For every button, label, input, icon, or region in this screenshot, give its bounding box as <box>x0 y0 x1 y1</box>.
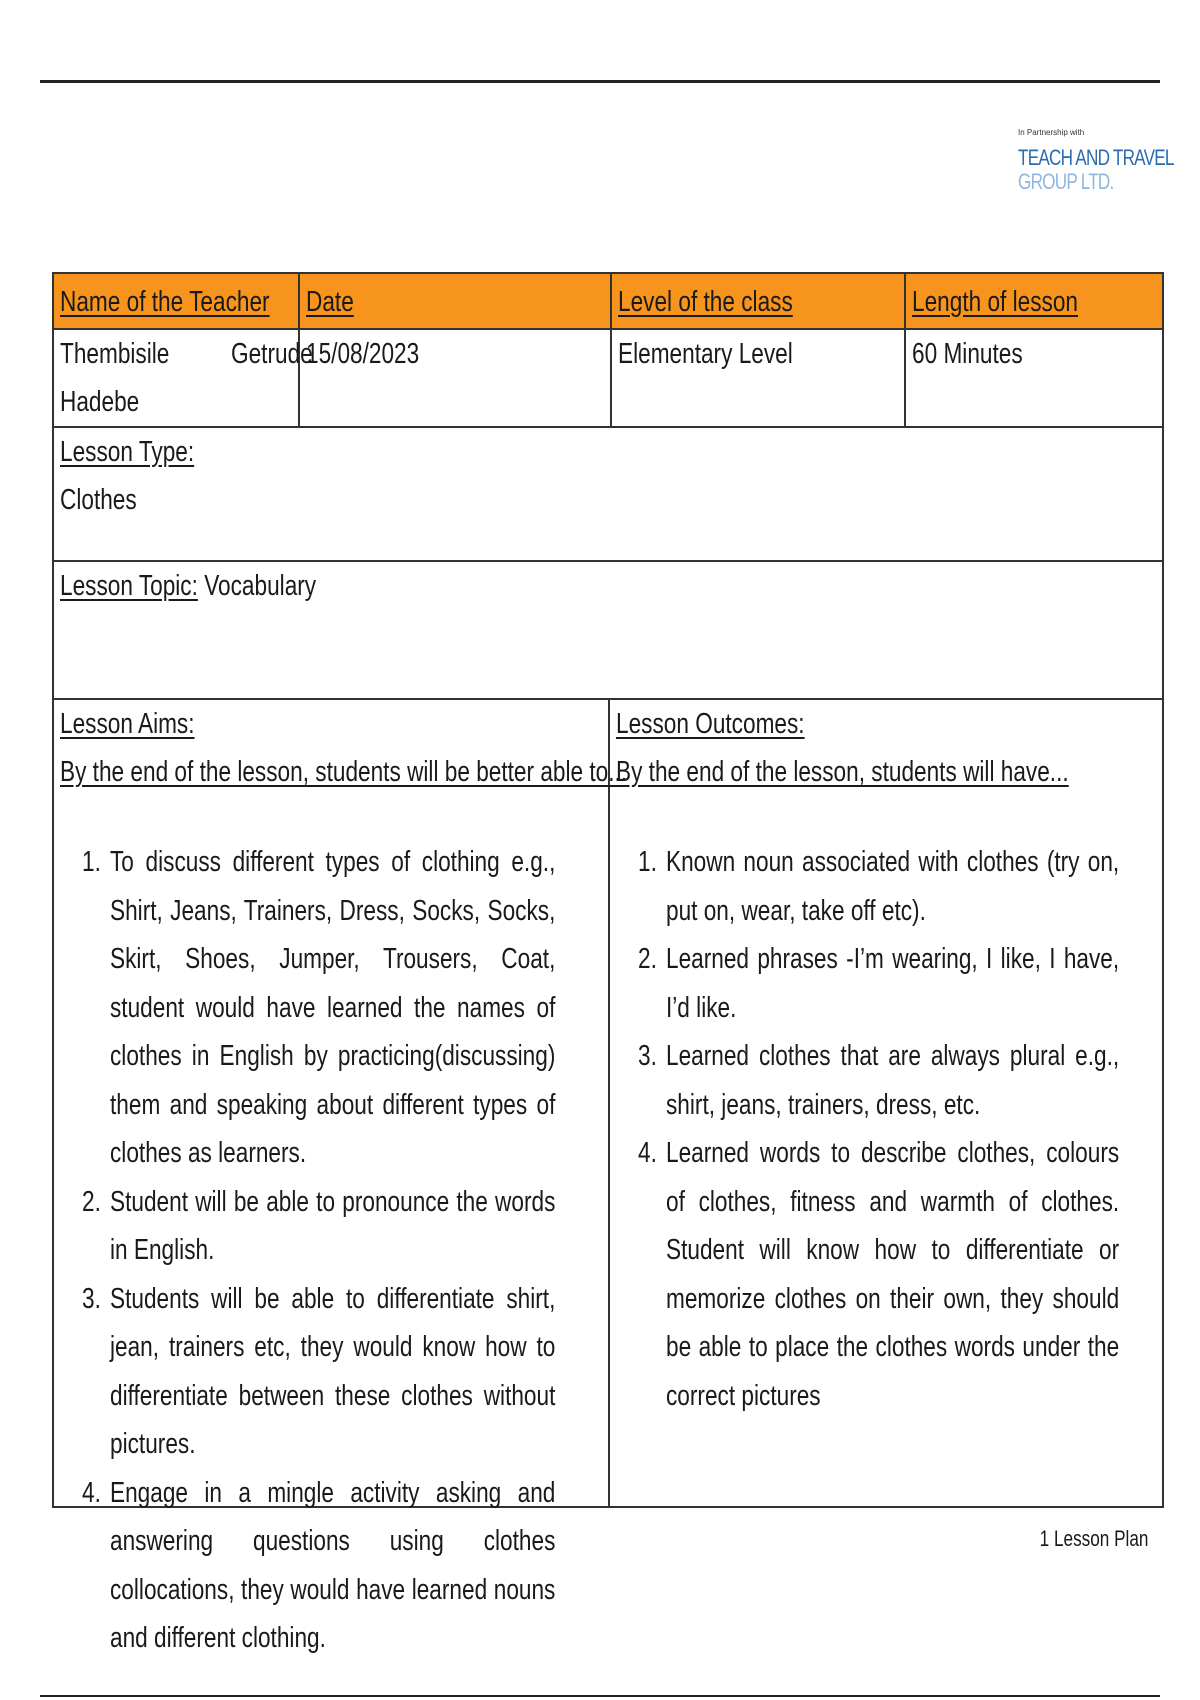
level-cell <box>612 330 906 426</box>
lesson-aims-cell <box>54 700 628 1654</box>
logo-brand-line2: GROUP LTD. <box>1018 169 1114 194</box>
header-length: Length of lesson <box>912 286 1079 318</box>
teacher-last-name: Hadebe <box>60 386 140 418</box>
list-item: 2. Learned phrases -I’m wearing, I like, I have, I’d like. <box>638 943 1120 1024</box>
lesson-type-label: Lesson Type: <box>60 436 195 468</box>
lesson-topic-value: Vocabulary <box>197 570 317 602</box>
list-item: 4. Engage in a mingle activity asking and answering questions using clothes collocations, they would have learned nouns and different clothing. <box>82 1476 556 1654</box>
lesson-type-row <box>54 428 1162 562</box>
header-level: Level of the class <box>612 274 906 328</box>
list-item: 4. Learned words to describe clothes, colours of clothes, fitness and warmth of clothes. Student will know how to differentiate or memorize clothes on their own, they should be able to place the clothes words under the correct pictures <box>638 1137 1120 1412</box>
lesson-topic-cell <box>54 562 1162 698</box>
lesson-type-value: Clothes <box>60 484 137 516</box>
info-row <box>54 330 1162 428</box>
level-value: Elementary Level <box>618 338 793 370</box>
list-item: 2. Student will be able to pronounce the words in English. <box>82 1185 556 1266</box>
lesson-aims-label: Lesson Aims: <box>60 708 195 740</box>
teacher-first-name: Thembisile <box>60 338 170 370</box>
list-item: 1. Known noun associated with clothes (try on, put on, wear, take off etc). <box>638 846 1120 927</box>
lesson-topic-row <box>54 562 1162 700</box>
partner-logo <box>1018 128 1174 195</box>
footer-page-label: 1 Lesson Plan <box>1039 1526 1148 1551</box>
lesson-aims-list <box>60 838 602 1663</box>
date-cell <box>300 330 612 426</box>
lesson-type-cell <box>54 428 1162 560</box>
header-teacher: Name of the Teacher <box>54 274 300 328</box>
list-item: 3. Students will be able to differentiate shirt, jean, trainers etc, they would know how to differentiate between these clothes without pictures. <box>82 1282 556 1460</box>
lesson-outcomes-intro: By the end of the lesson, students will have... <box>616 756 1069 788</box>
bottom-rule <box>40 1695 1160 1697</box>
teacher-name-cell <box>54 330 313 426</box>
header-row <box>54 274 1162 330</box>
length-cell <box>906 330 1162 426</box>
lesson-outcomes-cell <box>610 700 1200 1506</box>
lesson-outcomes-label: Lesson Outcomes: <box>616 708 805 740</box>
top-rule <box>40 80 1160 83</box>
header-date: Date <box>300 274 612 328</box>
logo-partner-text: In Partnership with <box>1018 128 1085 137</box>
teacher-middle-name: Getrude <box>231 338 313 370</box>
list-item: 1. To discuss different types of clothing e.g., Shirt, Jeans, Trainers, Dress, Socks, Socks, Skirt, Shoes, Jumper, Trousers, Coat, student would have learned the names of clothes in English by practicing(discussing) them and speaking about different types of clothes as learners. <box>82 846 556 1169</box>
logo-brand-line1: TEACH AND TRAVEL <box>1018 145 1174 170</box>
lesson-aims-intro: By the end of the lesson, students will be better able to... <box>60 756 628 788</box>
date-value: 15/08/2023 <box>306 338 420 370</box>
list-item: 3. Learned clothes that are always plural e.g., shirt, jeans, trainers, dress, etc. <box>638 1040 1120 1121</box>
lesson-outcomes-list <box>616 838 1200 1420</box>
length-value: 60 Minutes <box>912 338 1023 370</box>
lesson-topic-label: Lesson Topic: <box>60 570 198 602</box>
